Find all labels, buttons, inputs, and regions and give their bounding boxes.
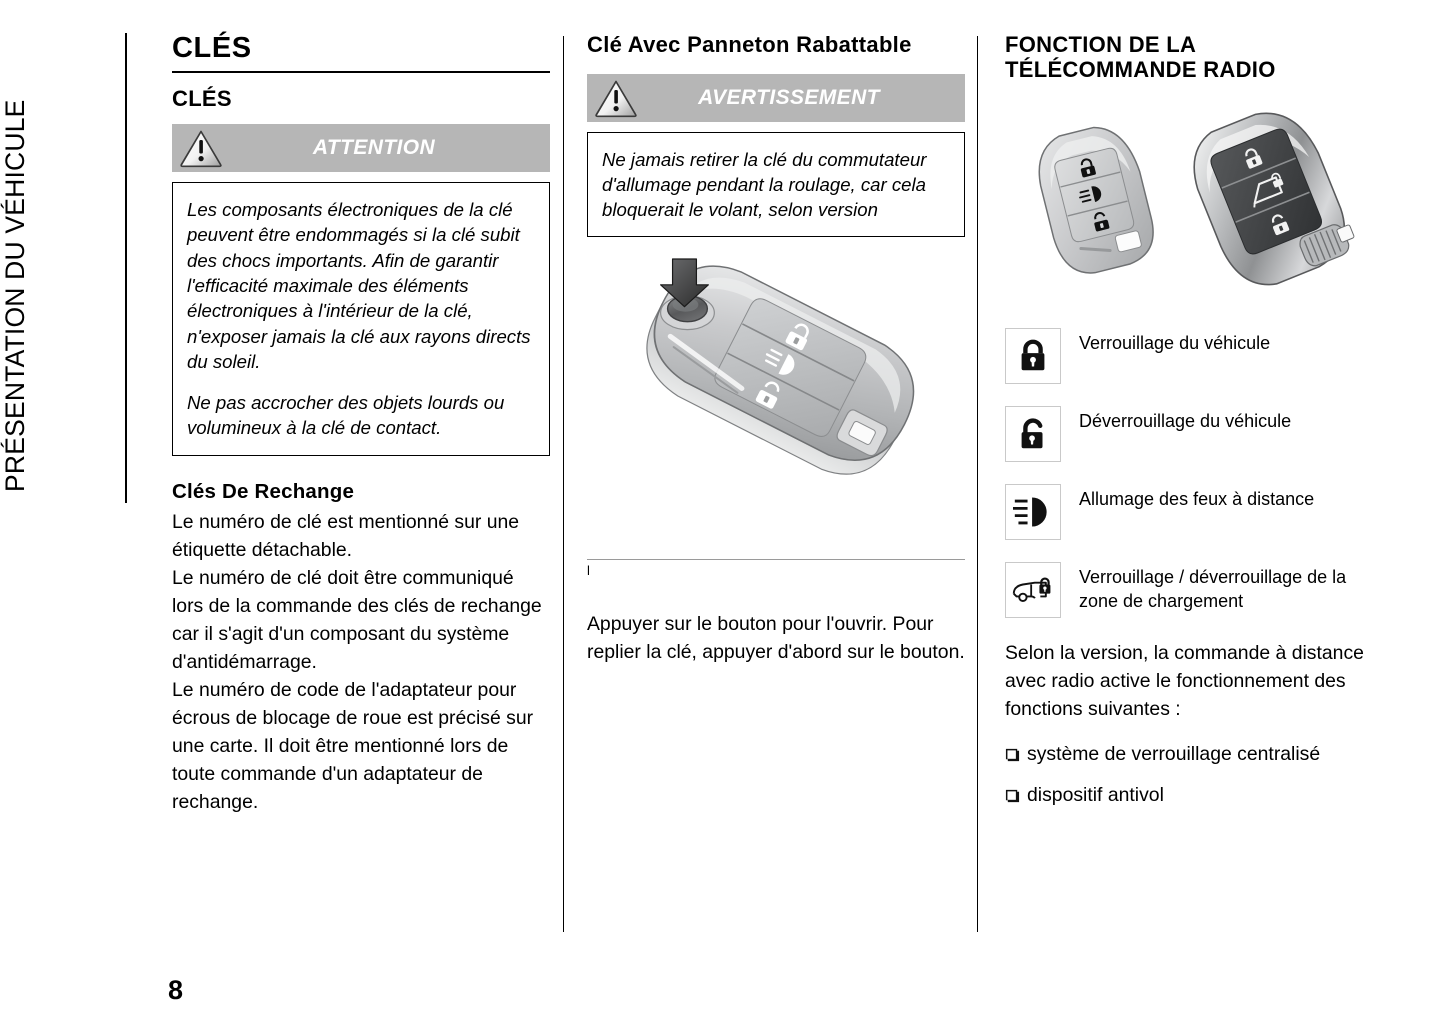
caution-banner-label: ATTENTION: [312, 136, 436, 160]
bullet-item: [1005, 783, 1383, 810]
bullet-label: système de verrouillage centralisé: [1027, 743, 1321, 765]
padlock-open-icon: [1014, 415, 1052, 453]
section-title-cles: CLÉS: [172, 86, 232, 112]
square-bullet-icon: [1005, 785, 1027, 810]
icon-box: [1005, 484, 1061, 540]
body-paragraph-1: Le numéro de clé est mentionné sur une étiquette détachable.: [172, 511, 520, 562]
column-divider-2: [977, 36, 978, 932]
chapter-side-tab: [0, 0, 160, 560]
figure-rule: [587, 559, 965, 560]
function-label: Verrouillage du véhicule: [1079, 333, 1271, 354]
closing-paragraph: Selon la version, la commande à distance avec radio active le fonctionnement des fonctions suivantes :: [1005, 642, 1364, 721]
headlights-icon: [1013, 494, 1053, 530]
page-title: CLÉS: [172, 32, 252, 64]
function-row-unlock: [1005, 406, 1383, 462]
function-row-lock: [1005, 328, 1383, 384]
folding-key-figure: [587, 255, 965, 558]
function-icon-list: [1005, 328, 1383, 618]
body-paragraph-2: Le numéro de clé doit être communiqué lors de la commande des clés de rechange car il s'agit d'un composant du système d'antidémarrage.: [172, 567, 542, 673]
icon-box: [1005, 406, 1061, 462]
caution-paragraph-1: Les composants électroniques de la clé peuvent être endommagés si la clé subit des chocs importants. Afin de garantir l'efficacité maximale des éléments électroniques à l'intérieur de la clé, n'exposer jamais la clé aux rayons directs du soleil.: [187, 199, 531, 372]
feature-bullet-list: [1005, 742, 1383, 810]
warning-triangle-icon: [178, 128, 224, 168]
caution-box: [172, 182, 550, 456]
column-one: [172, 33, 550, 817]
icon-box: [1005, 328, 1061, 384]
subsection-title-cles-de-rechange: Clés De Rechange: [172, 479, 355, 503]
key-fobs-figure: [1005, 98, 1383, 302]
caution-banner: [172, 124, 550, 172]
column-divider-1: [563, 36, 564, 932]
warning-box: [587, 132, 965, 238]
van-with-lock-icon: [1011, 574, 1055, 606]
section-title-fonction-telecommande: FONCTION DE LA TÉLÉCOMMANDE RADIO: [1005, 32, 1276, 82]
body-paragraph-3: Le numéro de code de l'adaptateur pour écrous de blocage de roue est précisé sur une carte. Il doit être mentionné lors de toute commande d'un adaptateur de rechange.: [172, 678, 534, 813]
warning-banner: [587, 74, 965, 122]
caution-paragraph-2: Ne pas accrocher des objets lourds ou volumineux à la clé de contact.: [187, 392, 505, 439]
bullet-item: [1005, 742, 1383, 769]
function-label: Déverrouillage du véhicule: [1079, 411, 1292, 432]
column-three: [1005, 33, 1383, 824]
page-title-rule: [172, 71, 550, 74]
padlock-closed-icon: [1014, 337, 1052, 375]
warning-triangle-icon: [593, 78, 639, 118]
chapter-side-tab-rule: [125, 33, 127, 503]
page-number: 8: [168, 975, 184, 1005]
closing-text: [1005, 640, 1383, 724]
square-bullet-icon: [1005, 744, 1027, 769]
icon-box: [1005, 562, 1061, 618]
warning-paragraph-1: Ne jamais retirer la clé du commutateur d'allumage pendant la roulage, car cela bloquerait le volant, selon version: [602, 148, 927, 221]
function-row-headlights: [1005, 484, 1383, 540]
body-paragraph-appuyer: Appuyer sur le bouton pour l'ouvrir. Pour replier la clé, appuyer d'abord sur le bouton.: [587, 612, 965, 663]
figure-caption: l: [587, 563, 590, 579]
folding-key-illustration: [587, 255, 965, 553]
warning-banner-label: AVERTISSEMENT: [698, 85, 880, 109]
column-two: [587, 33, 965, 666]
function-row-cargo-lock: [1005, 562, 1383, 618]
section-title-cle-panneton: Clé Avec Panneton Rabattable: [587, 32, 912, 57]
chapter-side-tab-label: PRÉSENTATION DU VÉHICULE: [0, 99, 30, 492]
function-label: Verrouillage / déverrouillage de la zone de chargement: [1079, 567, 1347, 611]
two-remote-key-fobs-illustration: [1005, 98, 1383, 297]
bullet-label: dispositif antivol: [1027, 784, 1164, 807]
function-label: Allumage des feux à distance: [1079, 489, 1315, 510]
